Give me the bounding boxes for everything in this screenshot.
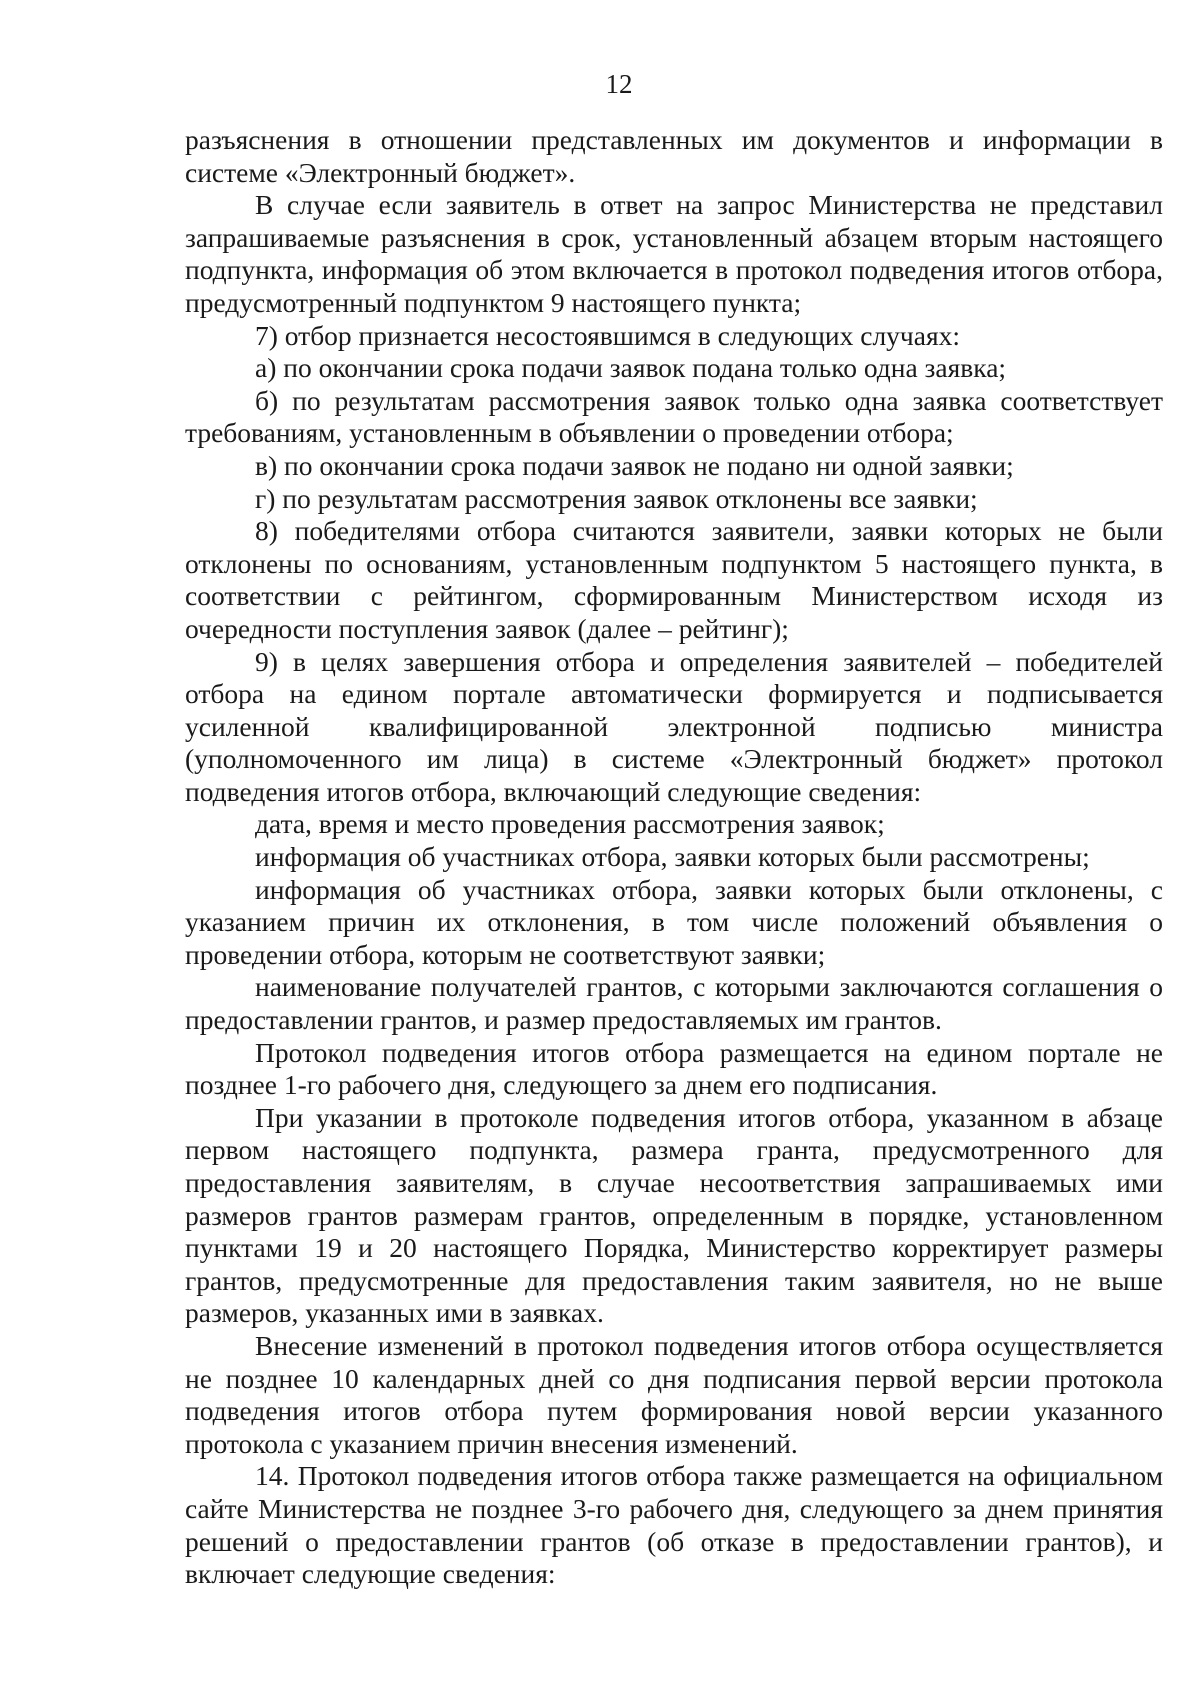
paragraph: информация об участниках отбора, заявки которых были отклонены, с указанием причин их отклонения, в том числе положений объявления о проведении отбора, которым не соответствуют заявки; <box>185 873 1163 970</box>
paragraph: а) по окончании срока подачи заявок подана только одна заявка; <box>255 352 1007 384</box>
paragraph: наименование получателей грантов, с которыми заключаются соглашения о предоставлении грантов, и размер предоставляемых им грантов. <box>185 971 1163 1036</box>
paragraph: При указании в протоколе подведения итогов отбора, указанном в абзаце первом настоящего подпункта, размера гранта, предусмотренного для предоставления заявителям, в случае несоответствия запрашиваемых ими размеров грантов размерам грантов, определенным в порядке, установленном пунктами 19 и 20 настоящего Порядка, Министерство корректирует размеры грантов, предусмотренные для предоставления таким заявителя, но не выше размеров, указанных ими в заявках. <box>185 1101 1163 1329</box>
paragraph: г) по результатам рассмотрения заявок отклонены все заявки; <box>255 482 978 514</box>
paragraph: 7) отбор признается несостоявшимся в следующих случаях: <box>255 319 960 351</box>
page-number: 12 <box>605 69 633 99</box>
paragraph: Протокол подведения итогов отбора размещается на едином портале не позднее 1-го рабочего дня, следующего за днем его подписания. <box>185 1036 1163 1101</box>
paragraph: 8) победителями отбора считаются заявители, заявки которых не были отклонены по основаниям, установленным подпунктом 5 настоящего пункта, в соответствии с рейтингом, сформированным Министерством исходя из очередности поступления заявок (далее – рейтинг); <box>185 515 1163 644</box>
paragraph: 14. Протокол подведения итогов отбора также размещается на официальном сайте Министерства не позднее 3-го рабочего дня, следующего за днем принятия решений о предоставлении грантов (об отказе в предоставлении грантов), и включает следующие сведения: <box>185 1460 1163 1590</box>
paragraph: дата, время и место проведения рассмотрения заявок; <box>255 808 885 840</box>
paragraph: разъяснения в отношении представленных им документов и информации в системе «Электронный бюджет». <box>185 124 1163 188</box>
paragraph: 9) в целях завершения отбора и определения заявителей – победителей отбора на едином портале автоматически формируется и подписывается усиленной квалифицированной электронной подписью министра (уполномоченного им лица) в системе «Электронный бюджет» протокол подведения итогов отбора, включающий следующие сведения: <box>185 645 1163 807</box>
paragraph: б) по результатам рассмотрения заявок только одна заявка соответствует требованиям, установленным в объявлении о проведении отбора; <box>185 384 1163 449</box>
paragraph: В случае если заявитель в ответ на запрос Министерства не представил запрашиваемые разъяснения в срок, установленный абзацем вторым настоящего подпункта, информация об этом включается в протокол подведения итогов отбора, предусмотренный подпунктом 9 настоящего пункта; <box>185 189 1163 318</box>
paragraph: в) по окончании срока подачи заявок не подано ни одной заявки; <box>255 449 1014 481</box>
paragraph: Внесение изменений в протокол подведения итогов отбора осуществляется не позднее 10 календарных дней со дня подписания первой версии протокола подведения итогов отбора путем формирования новой версии указанного протокола с указанием причин внесения изменений. <box>185 1329 1163 1459</box>
paragraph: информация об участниках отбора, заявки которых были рассмотрены; <box>255 841 1090 873</box>
document-body <box>185 124 1163 1591</box>
